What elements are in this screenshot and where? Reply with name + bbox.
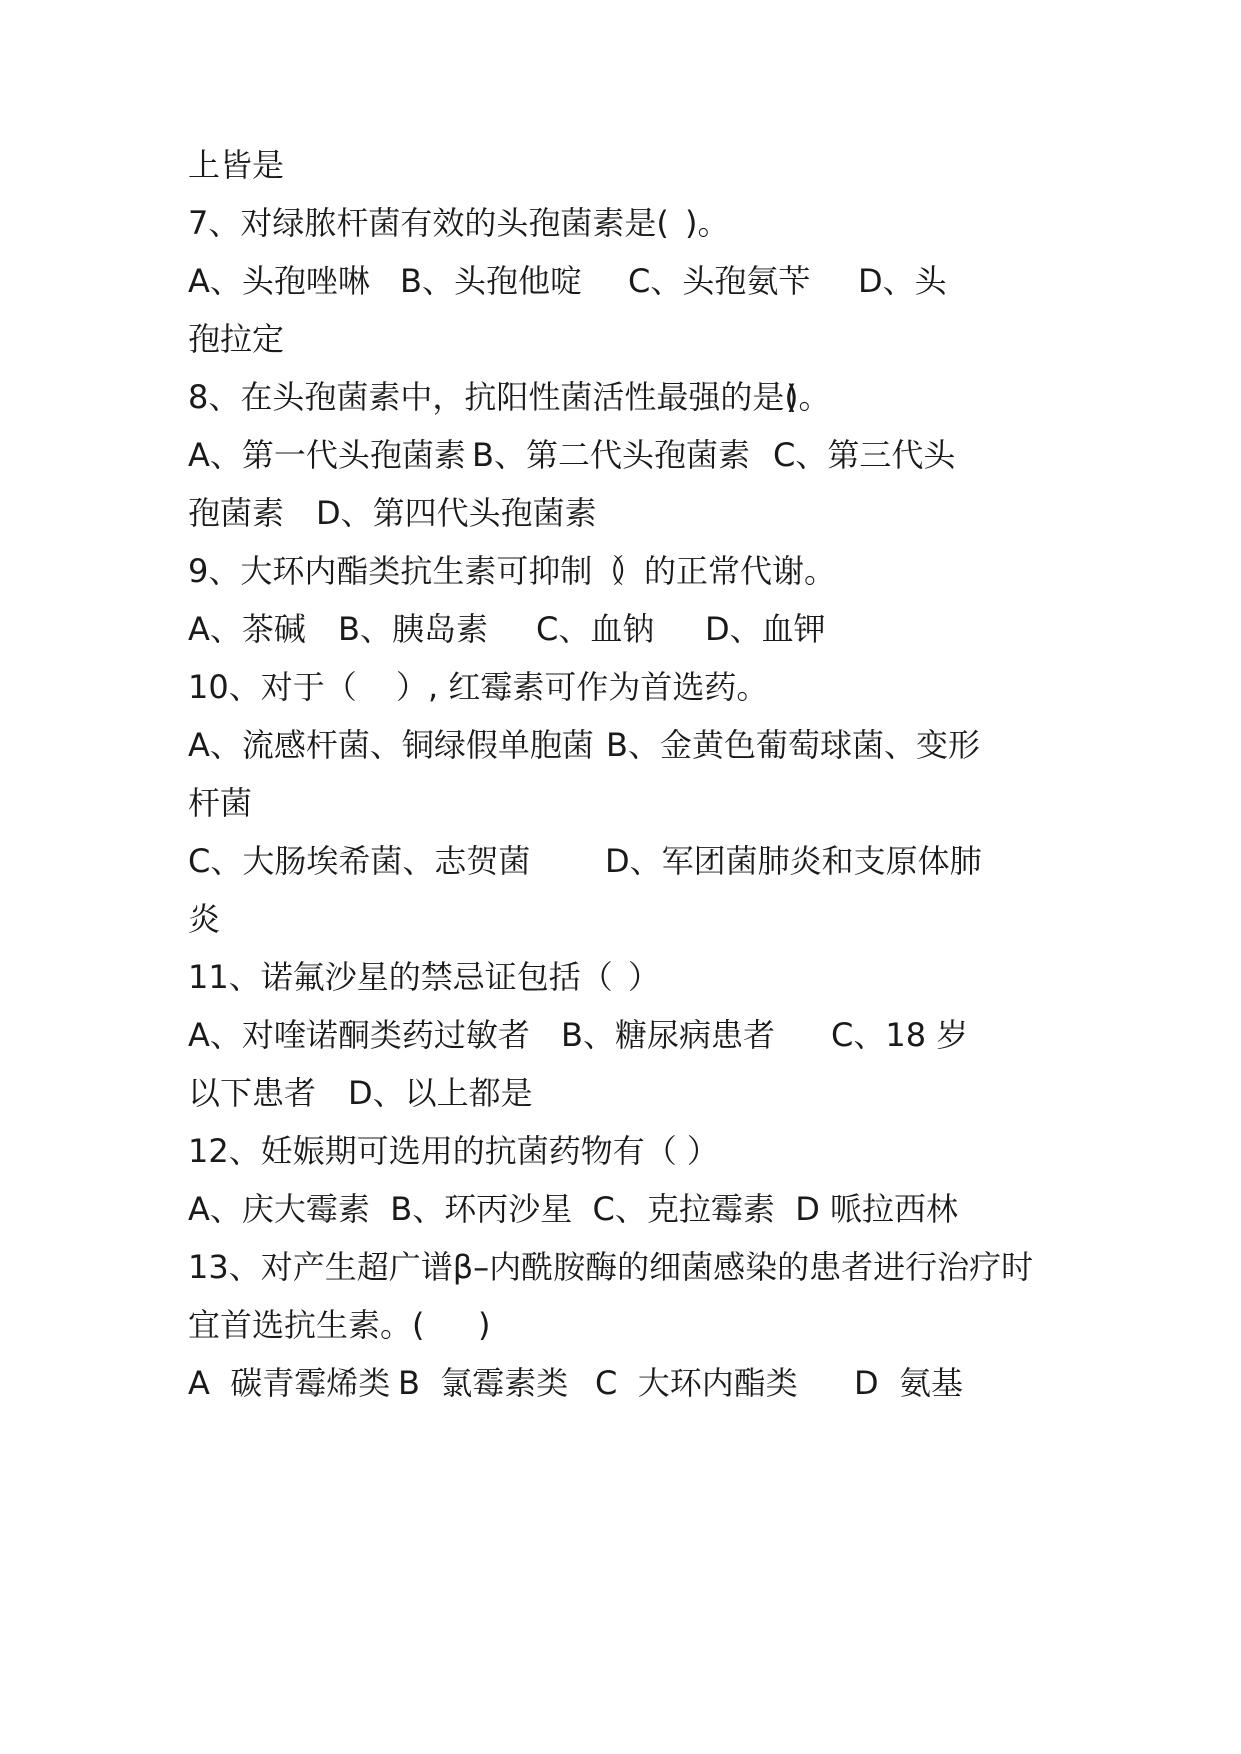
- question-9: [188, 546, 837, 596]
- question-text: 13、对产生超广谱β–内酰胺酶的细菌感染的患者进行治疗时: [188, 1248, 1034, 1286]
- option-a: A、对喹诺酮类药过敏者: [188, 1016, 530, 1054]
- question-13: [188, 1242, 1034, 1292]
- option-c: C 大环内酯类: [595, 1364, 798, 1402]
- option-d: D、军团菌肺炎和支原体肺: [605, 842, 982, 880]
- option-d-cont: 炎: [188, 900, 221, 938]
- option-d: D、头: [858, 262, 947, 300]
- question-12-options: [188, 1184, 959, 1234]
- question-10-option-d-cont: [188, 894, 229, 944]
- question-8: [188, 372, 831, 422]
- option-c-cont: 孢菌素: [188, 494, 285, 532]
- question-11-options-cont: [188, 1068, 533, 1118]
- question-text-end: )。: [685, 204, 730, 242]
- option-a: A、流感杆菌、铜绿假单胞菌: [188, 726, 594, 764]
- question-13-options: [188, 1358, 963, 1408]
- question-text-end: ）, 红霉素可作为首选药。: [396, 668, 769, 706]
- question-10: [188, 662, 769, 712]
- option-b: B、头孢他啶: [400, 262, 582, 300]
- option-d-cont: 孢拉定: [188, 320, 285, 358]
- option-a: A、第一代头孢菌素: [188, 436, 466, 474]
- question-text-end: ）: [628, 958, 661, 996]
- question-text-end: )。: [786, 378, 831, 416]
- question-11-options: [188, 1010, 969, 1060]
- option-b: B、胰岛素: [338, 610, 488, 648]
- question-9-options: [188, 604, 826, 654]
- option-a: A、茶碱: [188, 610, 306, 648]
- option-c-cont: 以下患者: [188, 1074, 317, 1112]
- question-7: [188, 198, 730, 248]
- question-13-cont: [188, 1300, 491, 1350]
- question-10-option-ab: [188, 720, 980, 770]
- question-text: 11、诺氟沙星的禁忌证包括（: [188, 958, 613, 996]
- question-text: 12、妊娠期可选用的抗菌药物有（ ）: [188, 1132, 719, 1170]
- question-text-end: ): [478, 1306, 491, 1344]
- question-text: 9、大环内酯类抗生素可抑制（: [188, 552, 625, 590]
- question-text: 7、对绿脓杆菌有效的头孢菌素是(: [188, 204, 669, 242]
- option-d: D 氨基: [854, 1364, 963, 1402]
- question-8-options: [188, 430, 956, 480]
- option-c: C、血钠: [536, 610, 655, 648]
- option-c: C、18 岁: [831, 1016, 969, 1054]
- option-c: C、头孢氨苄: [628, 262, 811, 300]
- option-d: D、以上都是: [348, 1074, 533, 1112]
- question-10-option-b-cont: [188, 778, 253, 828]
- question-text-cont: 宜首选抗生素。(: [188, 1306, 425, 1344]
- question-text-end: ）的正常代谢。: [612, 552, 837, 590]
- option-a: A、头孢唑啉: [188, 262, 370, 300]
- option-a: A 碳青霉烯类: [188, 1364, 391, 1402]
- option-b: B 氯霉素类: [398, 1364, 569, 1402]
- question-8-options-cont: [188, 488, 597, 538]
- option-c: C、大肠埃希菌、志贺菌: [188, 842, 531, 880]
- question-7-options-cont: [188, 314, 285, 364]
- option-b: B、糖尿病患者: [561, 1016, 775, 1054]
- option-b: B、第二代头孢菌素: [472, 436, 750, 474]
- question-12: [188, 1126, 719, 1176]
- option-d: D、血钾: [705, 610, 826, 648]
- options-text: A、庆大霉素 B、环丙沙星 C、克拉霉素 D 哌拉西林: [188, 1190, 959, 1228]
- text-segment: 上皆是: [188, 146, 285, 184]
- option-b: B、金黄色葡萄球菌、变形: [606, 726, 980, 764]
- option-d: D、第四代头孢菌素: [316, 494, 597, 532]
- question-text: 10、对于（: [188, 668, 357, 706]
- option-c: C、第三代头: [773, 436, 956, 474]
- option-b-cont: 杆菌: [188, 784, 253, 822]
- question-11: [188, 952, 661, 1002]
- text-line-1: [188, 140, 285, 190]
- question-10-option-cd: [188, 836, 982, 886]
- question-text: 8、在头孢菌素中，抗阳性菌活性最强的是(: [188, 378, 797, 416]
- question-7-options: [188, 256, 947, 306]
